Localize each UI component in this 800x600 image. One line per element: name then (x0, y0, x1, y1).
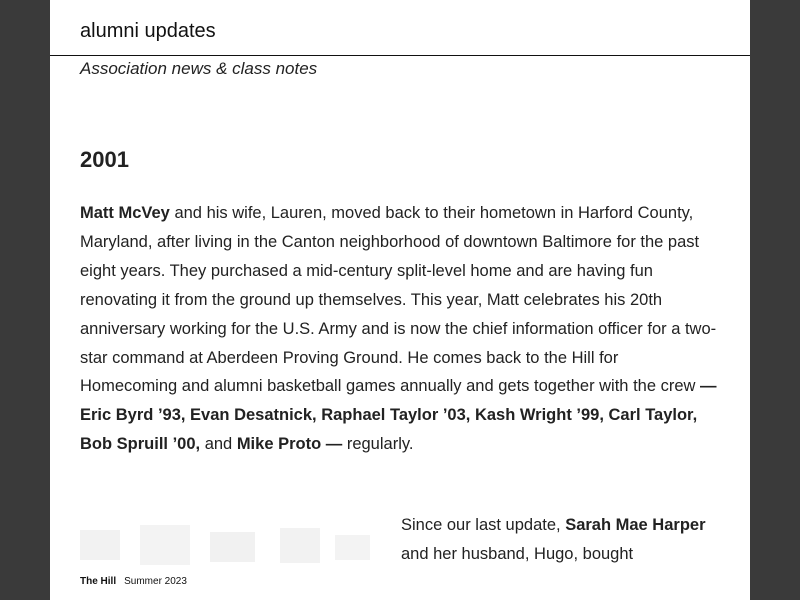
class-year-heading: 2001 (80, 147, 129, 172)
header-divider (50, 55, 750, 56)
class-note-paragraph (401, 511, 731, 569)
page-footer (80, 576, 187, 588)
page (50, 0, 750, 600)
alumnus-name: Mike Proto — (236, 435, 343, 454)
alumnus-name: Sarah Mae Harper (565, 516, 706, 534)
note-text: and his wife, Lauren, moved back to their hometown in Harford County, Maryland, after living in the Canton neighborhood of downtown Baltimore for the past eight years. They purchased a mid-century split-level home and are having fun renovating it from the ground up themselves. This year, Matt celebrates his 20th anniversary working for the U.S. Army and is now the chief information officer for a two-star command at Aberdeen Proving Ground. He comes back to the Hill for Homecoming and alumni basketball games annually and gets together with the crew (80, 204, 717, 396)
note-text: and her husband, Hugo, bought (401, 544, 634, 563)
issue-label: Summer 2023 (124, 576, 187, 587)
note-text: and (200, 435, 237, 454)
alumni-names: — Eric Byrd ’93, Evan Desatnick, Raphael Taylor ’03, Kash Wright ’99, Carl Taylor, Bob Spruill ’00, (80, 377, 717, 454)
section-subtitle: Association news & class notes (80, 59, 318, 78)
section-title: alumni updates (80, 20, 216, 42)
alumnus-name: Matt McVey (80, 204, 170, 222)
publication-name: The Hill (80, 576, 117, 587)
class-note-paragraph (80, 199, 720, 459)
note-text: Since our last update, (401, 516, 566, 534)
note-text: regularly. (342, 435, 414, 454)
faded-image (80, 520, 380, 570)
